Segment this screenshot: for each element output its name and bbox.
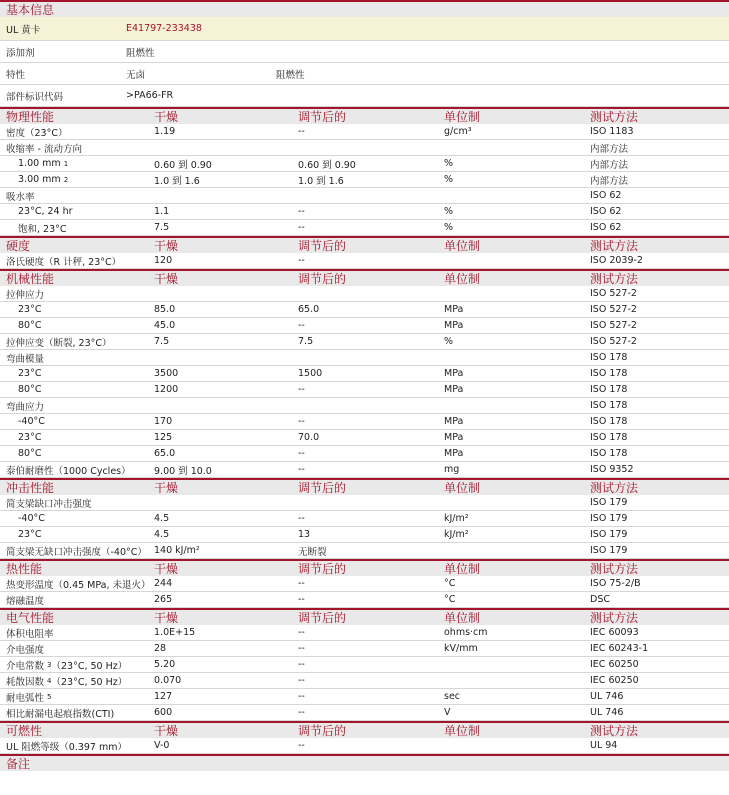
table-row [0, 689, 729, 705]
row-label [6, 495, 92, 510]
row-label-text: 饱和, 23°C [18, 223, 67, 235]
col-header-unit: 单位制 [444, 110, 481, 124]
section-header-notes [0, 754, 729, 771]
unit: kJ/m² [444, 513, 469, 524]
row-label-text: 相比耐漏电起痕指数(CTI) [6, 708, 115, 720]
row-label-text: 熔融温度 [6, 595, 45, 607]
row-label [18, 366, 41, 381]
unit: MPa [444, 416, 464, 427]
test-method: 内部方法 [590, 143, 629, 155]
col-header-conditioned: 调节后的 [298, 272, 347, 286]
section-header [0, 269, 729, 286]
row-label: 耐电弧性 5 [6, 689, 51, 704]
value-conditioned: -- [298, 126, 305, 137]
row-label [6, 576, 151, 591]
unit: °C [444, 594, 456, 605]
row-label [18, 318, 41, 333]
value-conditioned: -- [298, 206, 305, 217]
table-row [0, 495, 729, 511]
value-dry: 85.0 [154, 304, 176, 315]
value-dry: 4.5 [154, 513, 170, 524]
partcode-value: >PA66-FR [126, 90, 174, 101]
section-title: 电气性能 [6, 611, 55, 625]
additive-value: 阻燃性 [126, 47, 155, 59]
table-row [0, 286, 729, 302]
row-label [6, 738, 127, 753]
value-conditioned: -- [298, 691, 305, 702]
row-label-text: 23°C, 24 hr [18, 206, 73, 217]
value-dry: 127 [154, 691, 173, 702]
value-conditioned: 70.0 [298, 432, 320, 443]
value-conditioned: -- [298, 320, 305, 331]
row-label-text: 简支梁无缺口冲击强度（-40°C） [6, 546, 147, 558]
col-header-unit: 单位制 [444, 562, 481, 576]
row-label-text: 介电强度 [6, 644, 45, 656]
test-method: ISO 178 [590, 384, 628, 395]
row-label-text: 80°C [18, 384, 42, 395]
table-row [0, 398, 729, 414]
row-label [6, 398, 44, 413]
col-header-unit: 单位制 [444, 481, 481, 495]
value-dry: 0.60 到 0.90 [154, 159, 212, 171]
col-header-method: 测试方法 [590, 562, 639, 576]
section-header [0, 721, 729, 738]
value-conditioned: -- [298, 513, 305, 524]
row-label-text: 拉伸应力 [6, 289, 45, 301]
feature-value-1: 无卤 [126, 69, 146, 81]
table-row [0, 156, 729, 172]
test-method: ISO 62 [590, 222, 622, 233]
row-label [6, 462, 131, 477]
row-label-text: 密度（23°C） [6, 127, 68, 139]
test-method: ISO 527-2 [590, 288, 637, 299]
feature-row [0, 63, 729, 85]
col-header-method: 测试方法 [590, 481, 639, 495]
value-conditioned: -- [298, 643, 305, 654]
test-method: ISO 178 [590, 448, 628, 459]
row-label [18, 414, 45, 429]
value-conditioned: -- [298, 255, 305, 266]
row-label-text: 23°C [18, 304, 42, 315]
table-row [0, 641, 729, 657]
col-header-dry: 干燥 [154, 611, 179, 625]
table-row [0, 414, 729, 430]
unit: MPa [444, 384, 464, 395]
unit: V [444, 707, 451, 718]
partcode-row [0, 85, 729, 107]
row-label-text: UL 阻燃等级（0.397 mm） [6, 741, 127, 753]
value-dry: 1.19 [154, 126, 176, 137]
value-dry: 9.00 到 10.0 [154, 465, 212, 477]
row-label-text: 3.00 mm [18, 174, 61, 185]
test-method: IEC 60093 [590, 627, 639, 638]
section-title: 热性能 [6, 562, 43, 576]
row-label-text: 洛氏硬度（R 计秤, 23°C） [6, 256, 122, 268]
section-header [0, 236, 729, 253]
col-header-unit: 单位制 [444, 611, 481, 625]
unit: % [444, 174, 454, 185]
unit: MPa [444, 448, 464, 459]
value-conditioned: 65.0 [298, 304, 320, 315]
unit: kJ/m² [444, 529, 469, 540]
table-row [0, 318, 729, 334]
value-dry: 125 [154, 432, 173, 443]
value-conditioned: -- [298, 659, 305, 670]
row-label: 1.00 mm 1 [18, 158, 69, 169]
value-conditioned: -- [298, 627, 305, 638]
col-header-conditioned: 调节后的 [298, 562, 347, 576]
unit: MPa [444, 320, 464, 331]
row-label-text: 热变形温度（0.45 MPa, 未退火） [6, 579, 151, 591]
value-conditioned: 7.5 [298, 336, 314, 347]
additive-row [0, 41, 729, 63]
unit: MPa [444, 432, 464, 443]
row-label [18, 220, 67, 235]
value-conditioned: -- [298, 222, 305, 233]
row-label [6, 592, 44, 607]
row-label [18, 302, 41, 317]
feature-value-2: 阻燃性 [276, 69, 305, 81]
unit: MPa [444, 304, 464, 315]
col-header-dry: 干燥 [154, 110, 179, 124]
unit: mg [444, 464, 460, 475]
row-label-text: 耐电弧性 [6, 692, 45, 704]
row-label: 介电常数 3 （23°C, 50 Hz） [6, 657, 127, 672]
test-method: ISO 179 [590, 513, 628, 524]
unit: % [444, 158, 454, 169]
table-row [0, 462, 729, 478]
partcode-label: 部件标识代码 [6, 91, 64, 103]
test-method: ISO 75-2/B [590, 578, 641, 589]
value-conditioned: 无断裂 [298, 546, 327, 558]
section-title: 机械性能 [6, 272, 55, 286]
test-method: ISO 178 [590, 416, 628, 427]
table-row [0, 576, 729, 592]
col-header-conditioned: 调节后的 [298, 724, 347, 738]
test-method: ISO 1183 [590, 126, 634, 137]
test-method: IEC 60250 [590, 659, 639, 670]
value-dry: 170 [154, 416, 173, 427]
section-title: 备注 [6, 757, 31, 771]
test-method: ISO 2039-2 [590, 255, 643, 266]
row-label-text: 体积电阻率 [6, 628, 54, 640]
table-row [0, 350, 729, 366]
unit: sec [444, 691, 461, 702]
section-title: 硬度 [6, 239, 31, 253]
row-label-text: 23°C [18, 368, 42, 379]
test-method: 内部方法 [590, 175, 629, 187]
table-row [0, 592, 729, 608]
col-header-method: 测试方法 [590, 611, 639, 625]
value-dry: 1.0 到 1.6 [154, 175, 200, 187]
table-row [0, 172, 729, 188]
row-label [6, 188, 35, 203]
row-label [6, 124, 67, 139]
value-conditioned: -- [298, 448, 305, 459]
unit: % [444, 336, 454, 347]
test-method: ISO 527-2 [590, 336, 637, 347]
test-method: ISO 179 [590, 529, 628, 540]
section-header [0, 107, 729, 124]
row-label: 3.00 mm 2 [18, 174, 69, 185]
row-label [18, 430, 41, 445]
unit: MPa [444, 368, 464, 379]
section-header [0, 478, 729, 495]
col-header-unit: 单位制 [444, 272, 481, 286]
value-conditioned: -- [298, 416, 305, 427]
value-conditioned: 13 [298, 529, 311, 540]
table-row [0, 625, 729, 641]
table-row [0, 382, 729, 398]
section-title: 物理性能 [6, 110, 55, 124]
section-header [0, 608, 729, 625]
row-label-text: -40°C [18, 513, 45, 524]
test-method: UL 746 [590, 707, 624, 718]
row-label-text: 80°C [18, 320, 42, 331]
col-header-conditioned: 调节后的 [298, 239, 347, 253]
test-method: UL 746 [590, 691, 624, 702]
col-header-unit: 单位制 [444, 724, 481, 738]
row-label-text: 吸水率 [6, 191, 35, 203]
row-label [18, 511, 45, 526]
section-title: 可燃性 [6, 724, 43, 738]
col-header-dry: 干燥 [154, 724, 179, 738]
test-method: DSC [590, 594, 610, 605]
col-header-method: 测试方法 [590, 239, 639, 253]
row-label-text: 弯曲应力 [6, 401, 45, 413]
table-row [0, 220, 729, 236]
table-row [0, 140, 729, 156]
row-label [6, 334, 112, 349]
value-dry: 244 [154, 578, 173, 589]
value-conditioned: -- [298, 578, 305, 589]
row-label-suffix: （23°C, 50 Hz） [51, 676, 128, 688]
ul-label: UL 黄卡 [6, 24, 41, 36]
row-label: 耗散因数 4 （23°C, 50 Hz） [6, 673, 127, 688]
value-dry: 4.5 [154, 529, 170, 540]
row-label-text: 介电常数 [6, 660, 45, 672]
table-row [0, 188, 729, 204]
row-label [6, 543, 147, 558]
property-sections [0, 107, 729, 754]
row-label-text: 23°C [18, 529, 42, 540]
row-label [6, 705, 114, 720]
row-label-text: 简支梁缺口冲击强度 [6, 498, 92, 510]
section-header-basic [0, 0, 729, 17]
table-row [0, 302, 729, 318]
value-conditioned: -- [298, 707, 305, 718]
table-row [0, 446, 729, 462]
test-method: ISO 178 [590, 368, 628, 379]
value-dry: 5.20 [154, 659, 176, 670]
row-label [6, 350, 44, 365]
table-row [0, 366, 729, 382]
unit: °C [444, 578, 456, 589]
test-method: IEC 60243-1 [590, 643, 649, 654]
col-header-conditioned: 调节后的 [298, 611, 347, 625]
value-conditioned: -- [298, 464, 305, 475]
unit: ohms·cm [444, 627, 488, 638]
test-method: ISO 62 [590, 206, 622, 217]
value-conditioned: -- [298, 675, 305, 686]
row-label-text: 1.00 mm [18, 158, 61, 169]
test-method: ISO 9352 [590, 464, 634, 475]
test-method: ISO 527-2 [590, 320, 637, 331]
value-dry: 600 [154, 707, 173, 718]
col-header-conditioned: 调节后的 [298, 110, 347, 124]
section-title: 冲击性能 [6, 481, 55, 495]
row-label [6, 140, 82, 155]
value-dry: 1.1 [154, 206, 170, 217]
table-row [0, 673, 729, 689]
col-header-method: 测试方法 [590, 110, 639, 124]
test-method: ISO 179 [590, 545, 628, 556]
ul-link[interactable]: E41797-233438 [126, 23, 202, 34]
unit: % [444, 222, 454, 233]
section-header [0, 559, 729, 576]
table-row [0, 738, 729, 754]
col-header-dry: 干燥 [154, 272, 179, 286]
row-label [6, 641, 44, 656]
value-dry: 7.5 [154, 336, 170, 347]
unit: kV/mm [444, 643, 478, 654]
row-label-text: 泰伯耐磨性（1000 Cycles） [6, 465, 131, 477]
value-dry: 65.0 [154, 448, 176, 459]
col-header-unit: 单位制 [444, 239, 481, 253]
test-method: ISO 527-2 [590, 304, 637, 315]
row-label [18, 382, 41, 397]
table-row [0, 204, 729, 220]
ul-row [0, 17, 729, 41]
table-row [0, 705, 729, 721]
value-conditioned: 0.60 到 0.90 [298, 159, 356, 171]
table-row [0, 334, 729, 350]
row-label-text: 收缩率 - 流动方向 [6, 143, 82, 155]
value-dry: 265 [154, 594, 173, 605]
row-label [6, 253, 121, 268]
value-dry: 140 kJ/m² [154, 545, 200, 556]
table-row [0, 543, 729, 559]
row-label-text: 耗散因数 [6, 676, 45, 688]
col-header-conditioned: 调节后的 [298, 481, 347, 495]
value-conditioned: -- [298, 594, 305, 605]
value-dry: 1200 [154, 384, 179, 395]
row-label-text: 拉伸应变（断裂, 23°C） [6, 337, 112, 349]
table-row [0, 430, 729, 446]
value-conditioned: 1500 [298, 368, 323, 379]
row-label-text: 弯曲模量 [6, 353, 45, 365]
unit: % [444, 206, 454, 217]
table-row [0, 657, 729, 673]
col-header-dry: 干燥 [154, 481, 179, 495]
test-method: ISO 178 [590, 400, 628, 411]
table-row [0, 511, 729, 527]
table-row [0, 253, 729, 269]
value-dry: 0.070 [154, 675, 182, 686]
row-label [18, 527, 41, 542]
unit: g/cm³ [444, 126, 472, 137]
test-method: UL 94 [590, 740, 618, 751]
value-dry: 3500 [154, 368, 179, 379]
feature-label: 特性 [6, 69, 26, 81]
additive-label: 添加剂 [6, 47, 35, 59]
row-label [18, 446, 41, 461]
table-row [0, 527, 729, 543]
value-dry: V-0 [154, 740, 170, 751]
col-header-method: 测试方法 [590, 724, 639, 738]
row-label [18, 204, 73, 219]
test-method: ISO 178 [590, 432, 628, 443]
test-method: ISO 179 [590, 497, 628, 508]
test-method: ISO 178 [590, 352, 628, 363]
test-method: IEC 60250 [590, 675, 639, 686]
value-dry: 7.5 [154, 222, 170, 233]
row-label-text: 80°C [18, 448, 42, 459]
test-method: ISO 62 [590, 190, 622, 201]
row-label-suffix: （23°C, 50 Hz） [51, 660, 128, 672]
row-label [6, 625, 54, 640]
col-header-method: 测试方法 [590, 272, 639, 286]
value-dry: 45.0 [154, 320, 176, 331]
value-dry: 28 [154, 643, 167, 654]
row-label [6, 286, 44, 301]
value-conditioned: 1.0 到 1.6 [298, 175, 344, 187]
value-dry: 120 [154, 255, 173, 266]
row-label-text: -40°C [18, 416, 45, 427]
value-conditioned: -- [298, 384, 305, 395]
row-label-text: 23°C [18, 432, 42, 443]
value-dry: 1.0E+15 [154, 627, 196, 638]
section-title: 基本信息 [6, 3, 55, 17]
test-method: 内部方法 [590, 159, 629, 171]
table-row [0, 124, 729, 140]
col-header-dry: 干燥 [154, 562, 179, 576]
value-conditioned: -- [298, 740, 305, 751]
col-header-dry: 干燥 [154, 239, 179, 253]
